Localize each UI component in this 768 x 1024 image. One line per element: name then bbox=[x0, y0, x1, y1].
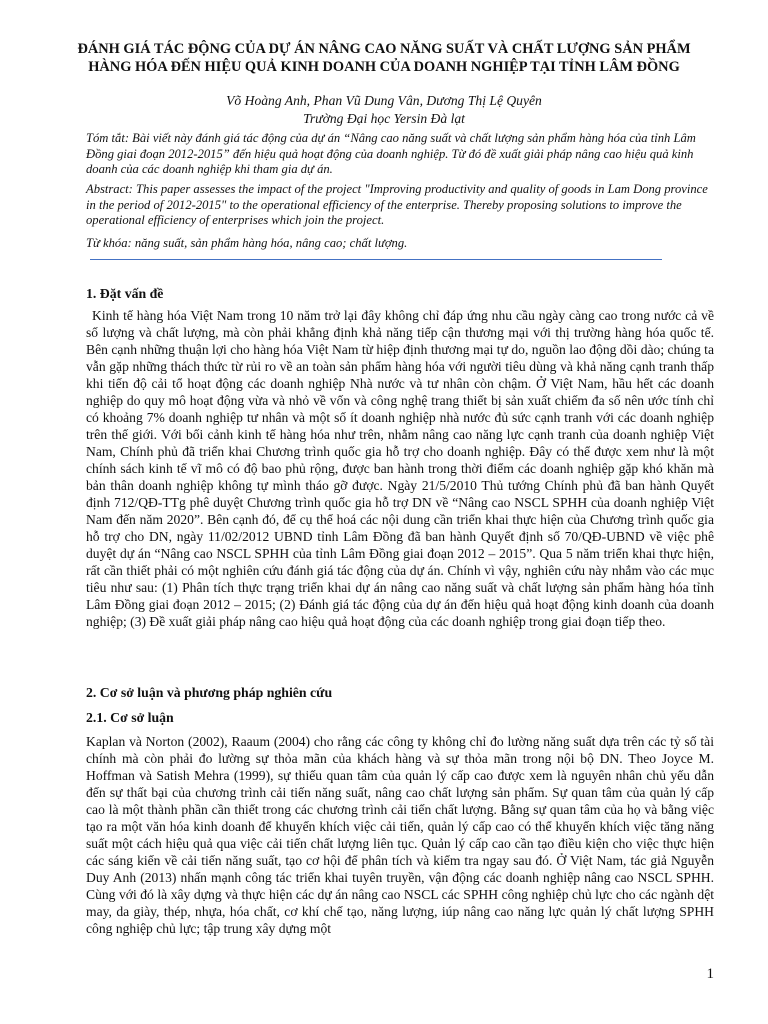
abstract-english: Abstract: This paper assesses the impact of the project "Improving productivity and quality of goods in Lam Dong province in the period of 2012-2015" to the operational efficiency of the enterprise. Thereby proposing solutions to improve the operational efficiency of enterprises which join the project. bbox=[86, 182, 708, 227]
section-heading-theory-method: 2. Cơ sở luận và phương pháp nghiên cứu bbox=[86, 685, 333, 700]
keywords: Từ khóa: năng suất, sản phẩm hàng hóa, nâng cao; chất lượng. bbox=[86, 236, 408, 250]
subsection-heading-basis: 2.1. Cơ sở luận bbox=[86, 710, 174, 725]
separator-line bbox=[90, 259, 662, 260]
subsection-body-basis: Kaplan và Norton (2002), Raaum (2004) cho rằng các công ty không chỉ đo lường năng suất dựa trên các tỷ số tài chính mà còn phải đo lường sự thỏa mãn của khách hàng và sự thỏa mãn trong nội bộ DN. Theo Joyce M. Hoffman và Satish Mehra (1999), sự thiếu quan tâm của quản lý cấp cao được xem là nguyên nhân chủ yếu dẫn đến sự thất bại của chương trình cải tiến năng suất, nâng cao chất lượng sản phẩm. Sự quan tâm của quản lý cấp cao là một thành phần cần thiết trong các chương trình cải tiến chất lượng. Bằng sự quan tâm của họ và bằng việc tạo ra một văn hóa kinh doanh để khuyến khích việc cải tiến, quản lý cấp cao có thể khuyến khích việc tăng năng suất một cách hiệu quả qua việc cải tiến chất lượng liên tục. Quản lý cấp cao cần tạo điều kiện cho việc thực hiện các sáng kiến về cải tiến năng suất, tạo cơ hội để phân tích và kiểm tra ngay sau đó. Ở Việt Nam, tác giả Nguyễn Duy Anh (2013) nhấn mạnh công tác triển khai tuyên truyền, vận động các doanh nghiệp nâng cao NSCL SPHH. Cùng với đó là xây dựng và thực hiện các dự án nâng cao NSCL các SPHH công nghiệp chủ lực cho các ngành dệt may, da giày, thép, nhựa, hóa chất, cơ khí chế tạo, năng lượng, iúp nâng cao năng lực quản lý chất lượng SPHH công nghiệp chủ lực; tập trung xây dựng một bbox=[86, 734, 714, 936]
paper-title: ĐÁNH GIÁ TÁC ĐỘNG CỦA DỰ ÁN NÂNG CAO NĂNG SUẤT VÀ CHẤT LƯỢNG SẢN PHẨM HÀNG HÓA ĐẾN HIỆU QUẢ KINH DOANH CỦA DOANH NGHIỆP TẠI TỈNH LÂM ĐỒNG bbox=[77, 41, 691, 75]
page-number: 1 bbox=[706, 966, 714, 982]
author-list: Võ Hoàng Anh, Phan Vũ Dung Vân, Dương Thị Lệ Quyên bbox=[226, 93, 542, 108]
section-body-intro: Kinh tế hàng hóa Việt Nam trong 10 năm trở lại đây không chỉ đáp ứng nhu cầu ngày càng cao trong nước cả về số lượng và chất lượng, mà còn phải khẳng định khả năng tiếp cận thương mại với thị trường hàng hóa quốc tế. Bên cạnh những thuận lợi cho hàng hóa Việt Nam từ hiệp định thương mại tự do, nguồn lao động dồi dào; chúng ta vẫn gặp những thách thức từ rủi ro về an toàn sản phẩm hàng hóa với người tiêu dùng và khả năng cạnh tranh thấp khi tiến độ cải tổ hoạt động các doanh nghiệp Nhà nước và tư nhân còn chậm. Ở Việt Nam, hầu hết các doanh nghiệp do quy mô hoạt động vừa và nhỏ về vốn và công nghệ trang thiết bị sản xuất chiếm đa số nên ước tính chỉ có khoảng 7% doanh nghiệp tư nhân và một số ít doanh nghiệp nhà nước đủ sức cạnh tranh với các doanh nghiệp trên thế giới. Với bối cảnh kinh tế hàng hóa như trên, nhằm nâng cao năng lực cạnh tranh của doanh nghiệp Việt Nam, Chính phủ đã triển khai Chương trình quốc gia hỗ trợ cho doanh nghiệp. Đây có thể được xem như là một chính sách kinh tế vĩ mô có độ bao phủ rộng, được ban hành trong thời điểm các doanh nghiệp gặp khó khăn mà bản thân doanh nghiệp không tự mình tháo gỡ được. Ngày 21/5/2010 Thủ tướng Chính phủ đã ban hành Quyết định 712/QĐ-TTg phê duyệt Chương trình quốc gia hỗ trợ DN về “Nâng cao NSCL SPHH của doanh nghiệp Việt Nam đến năm 2020”. Bên cạnh đó, để cụ thể hoá các nội dung cần triển khai thực hiện của Chương trình quốc gia hỗ trợ cho DN, ngày 11/02/2012 UBND tỉnh Lâm Đồng đã ban hành Quyết định số 70/QĐ-UBND về việc phê duyệt dự án “Nâng cao NSCL SPHH của tỉnh Lâm Đồng giai đoạn 2012 – 2015”. Qua 5 năm triển khai thực hiện, rất cần thiết phải có một nghiên cứu đánh giá tác động của dự án. Chính vì vậy, nghiên cứu này nhắm vào các mục tiêu như sau: (1) Phân tích thực trạng triển khai dự án nâng cao năng suất và chất lượng sản phẩm hàng hóa tỉnh Lâm Đồng giai đoạn 2012 – 2015; (2) Đánh giá tác động của dự án đến hiệu quả hoạt động kinh doanh của doanh nghiệp; (3) Đề xuất giải pháp nâng cao hiệu quả hoạt động của các doanh nghiệp trong giai đoạn tiếp theo. bbox=[86, 308, 714, 629]
affiliation: Trường Đại học Yersin Đà lạt bbox=[303, 111, 465, 126]
section-heading-intro: 1. Đặt vấn đề bbox=[86, 286, 164, 301]
abstract-vietnamese: Tóm tắt: Bài viết này đánh giá tác động của dự án “Nâng cao năng suất và chất lượng sản phẩm hàng hóa của tỉnh Lâm Đồng giai đoạn 2012-2015” đến hiệu quả hoạt động của doanh nghiệp. Từ đó đề xuất giải pháp nâng cao hiệu quả kinh doanh của các doanh nghiệp khi tham gia dự án. bbox=[86, 131, 696, 176]
